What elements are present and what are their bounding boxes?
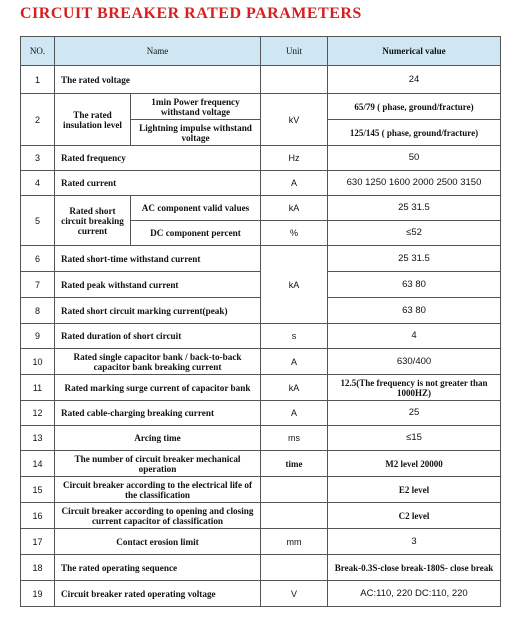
row-unit: A <box>261 349 328 375</box>
row-unit: time <box>261 451 328 477</box>
row-value: 50 <box>328 146 501 171</box>
row-unit: mm <box>261 529 328 555</box>
row-no: 12 <box>21 401 55 426</box>
row-name: Rated short circuit breaking current <box>55 196 131 246</box>
row-unit: Hz <box>261 146 328 171</box>
row-unit: ms <box>261 426 328 451</box>
row-name: Rated current <box>55 171 261 196</box>
row-no: 11 <box>21 375 55 401</box>
row-name: Rated frequency <box>55 146 261 171</box>
table-row <box>21 66 501 94</box>
row-value: 63 80 <box>328 298 501 324</box>
row-no: 5 <box>21 196 55 246</box>
row-value: 65/79 ( phase, ground/fracture) <box>328 94 501 120</box>
row-name: The rated insulation level <box>55 94 131 146</box>
row-value: 25 31.5 <box>328 246 501 272</box>
row-unit <box>261 555 328 581</box>
table-row <box>21 196 501 221</box>
header-no: NO. <box>21 37 55 66</box>
row-unit <box>261 477 328 503</box>
row-no: 7 <box>21 272 55 298</box>
row-value: 25 31.5 <box>328 196 501 221</box>
row-subname: AC component valid values <box>131 196 261 221</box>
row-value: ≤52 <box>328 221 501 246</box>
row-value: 63 80 <box>328 272 501 298</box>
table-row <box>21 555 501 581</box>
row-no: 6 <box>21 246 55 272</box>
table-row <box>21 94 501 120</box>
table-row <box>21 324 501 349</box>
row-name: Rated peak withstand current <box>55 272 261 298</box>
row-name: Rated short-time withstand current <box>55 246 261 272</box>
table-row <box>21 146 501 171</box>
row-value: E2 level <box>328 477 501 503</box>
row-unit: s <box>261 324 328 349</box>
row-no: 16 <box>21 503 55 529</box>
row-unit: kV <box>261 94 328 146</box>
row-value: 25 <box>328 401 501 426</box>
row-no: 2 <box>21 94 55 146</box>
row-no: 17 <box>21 529 55 555</box>
table-row <box>21 426 501 451</box>
row-no: 4 <box>21 171 55 196</box>
table-row <box>21 349 501 375</box>
row-no: 8 <box>21 298 55 324</box>
row-value: 630/400 <box>328 349 501 375</box>
row-name: Rated single capacitor bank / back-to-back capacitor bank breaking current <box>55 349 261 375</box>
row-subname: Lightning impulse withstand voltage <box>131 120 261 146</box>
row-no: 14 <box>21 451 55 477</box>
row-unit: kA <box>261 375 328 401</box>
row-no: 19 <box>21 581 55 607</box>
page-title: CIRCUIT BREAKER RATED PARAMETERS <box>20 5 362 22</box>
row-no: 18 <box>21 555 55 581</box>
table-row <box>21 246 501 272</box>
row-no: 13 <box>21 426 55 451</box>
table-row <box>21 451 501 477</box>
row-value: 3 <box>328 529 501 555</box>
row-name: Arcing time <box>55 426 261 451</box>
table-row <box>21 401 501 426</box>
row-value: ≤15 <box>328 426 501 451</box>
row-name: The rated voltage <box>55 66 261 94</box>
row-value: 4 <box>328 324 501 349</box>
row-name: Circuit breaker according to opening and closing current capacitor of classification <box>55 503 261 529</box>
row-name: The number of circuit breaker mechanical operation <box>55 451 261 477</box>
row-unit: % <box>261 221 328 246</box>
header-value: Numerical value <box>328 37 501 66</box>
table-row <box>21 503 501 529</box>
row-unit <box>261 66 328 94</box>
row-name: Rated short circuit marking current(peak) <box>55 298 261 324</box>
row-value: 12.5(The frequency is not greater than 1000HZ) <box>328 375 501 401</box>
row-name: Rated marking surge current of capacitor bank <box>55 375 261 401</box>
row-no: 10 <box>21 349 55 375</box>
row-value: 125/145 ( phase, ground/fracture) <box>328 120 501 146</box>
table-row <box>21 529 501 555</box>
row-value: C2 level <box>328 503 501 529</box>
row-name: Contact erosion limit <box>55 529 261 555</box>
row-name: Circuit breaker rated operating voltage <box>55 581 261 607</box>
parameters-table <box>20 36 501 607</box>
table-row <box>21 581 501 607</box>
row-no: 3 <box>21 146 55 171</box>
row-unit: kA <box>261 196 328 221</box>
header-name: Name <box>55 37 261 66</box>
row-name: Rated cable-charging breaking current <box>55 401 261 426</box>
table-row <box>21 477 501 503</box>
row-value: Break-0.3S-close break-180S- close break <box>328 555 501 581</box>
row-no: 15 <box>21 477 55 503</box>
table-row <box>21 171 501 196</box>
row-name: Rated duration of short circuit <box>55 324 261 349</box>
row-value: M2 level 20000 <box>328 451 501 477</box>
row-value: 24 <box>328 66 501 94</box>
row-name: Circuit breaker according to the electrical life of the classification <box>55 477 261 503</box>
row-subname: DC component percent <box>131 221 261 246</box>
table-row <box>21 375 501 401</box>
row-no: 1 <box>21 66 55 94</box>
row-value: 630 1250 1600 2000 2500 3150 <box>328 171 501 196</box>
row-no: 9 <box>21 324 55 349</box>
row-unit: A <box>261 171 328 196</box>
table-header-row <box>21 37 501 66</box>
row-unit: kA <box>261 246 328 324</box>
row-value: AC:110, 220 DC:110, 220 <box>328 581 501 607</box>
row-unit: A <box>261 401 328 426</box>
row-name: The rated operating sequence <box>55 555 261 581</box>
header-unit: Unit <box>261 37 328 66</box>
row-subname: 1min Power frequency withstand voltage <box>131 94 261 120</box>
row-unit: V <box>261 581 328 607</box>
row-unit <box>261 503 328 529</box>
